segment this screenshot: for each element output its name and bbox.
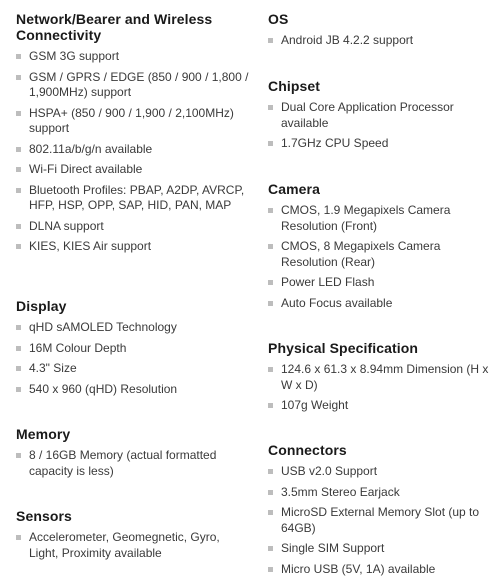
spec-item-text: Single SIM Support: [281, 541, 385, 555]
spec-item-text: CMOS, 1.9 Megapixels Camera Resolution (Front): [281, 203, 451, 233]
section-title-network: Network/Bearer and Wireless Connectivity: [16, 11, 213, 43]
square-bullet-icon: [16, 54, 21, 59]
spec-item: [268, 203, 490, 234]
spec-list: [268, 362, 490, 414]
square-bullet-icon: [268, 490, 273, 495]
spec-item: [16, 448, 252, 479]
spec-item-text: 3.5mm Stereo Earjack: [281, 484, 400, 499]
sensors-section: [16, 508, 252, 566]
spec-item: [16, 320, 252, 336]
section-title-chipset: Chipset: [268, 78, 321, 94]
spec-item: [16, 341, 252, 357]
spec-item: [16, 239, 252, 255]
square-bullet-icon: [16, 325, 21, 330]
section-title-display: Display: [16, 298, 67, 314]
spec-item: [16, 361, 252, 377]
spec-list: [16, 530, 252, 561]
square-bullet-icon: [16, 75, 21, 80]
spec-item: [268, 275, 490, 291]
square-bullet-icon: [16, 535, 21, 540]
square-bullet-icon: [16, 188, 21, 193]
spec-item-text: Android JB 4.2.2 support: [281, 33, 414, 47]
square-bullet-icon: [268, 567, 273, 572]
square-bullet-icon: [16, 453, 21, 458]
spec-item-text: 540 x 960 (qHD) Resolution: [29, 381, 178, 396]
spec-list: [16, 320, 252, 397]
square-bullet-icon: [16, 167, 21, 172]
spec-item: [268, 485, 490, 501]
section-title-sensors: Sensors: [16, 508, 72, 524]
spec-item: [268, 33, 490, 49]
square-bullet-icon: [16, 346, 21, 351]
square-bullet-icon: [268, 403, 273, 408]
memory-section: [16, 426, 252, 484]
square-bullet-icon: [268, 510, 273, 515]
spec-item-text: KIES, KIES Air support: [29, 239, 152, 253]
square-bullet-icon: [268, 208, 273, 213]
display-section: [16, 298, 252, 402]
spec-item-text: Power LED Flash: [281, 275, 375, 289]
spec-list: [268, 464, 490, 577]
spec-item-text: 107g Weight: [281, 398, 349, 412]
spec-item-text: 124.6 x 61.3 x 8.94mm Dimension (H x W x D): [281, 362, 489, 392]
spec-list: [16, 448, 252, 479]
os-section: [268, 11, 490, 54]
square-bullet-icon: [268, 546, 273, 551]
square-bullet-icon: [268, 141, 273, 146]
spec-item-text: DLNA support: [29, 218, 104, 233]
square-bullet-icon: [268, 105, 273, 110]
spec-item-text: 1.7GHz CPU Speed: [281, 136, 389, 150]
square-bullet-icon: [16, 111, 21, 116]
spec-item-text: Bluetooth Profiles: PBAP, A2DP, AVRCP, HFP, HSP, OPP, SAP, HID, PAN, MAP: [29, 182, 245, 212]
square-bullet-icon: [16, 387, 21, 392]
spec-list: [268, 100, 490, 152]
spec-item: [268, 239, 490, 270]
spec-item: [16, 162, 252, 178]
spec-item-text: Wi-Fi Direct available: [29, 162, 143, 176]
connectors-section: [268, 442, 490, 582]
spec-item-text: GSM 3G support: [29, 49, 120, 63]
spec-item: [16, 70, 252, 101]
square-bullet-icon: [268, 280, 273, 285]
spec-item-text: 4.3" Size: [29, 361, 77, 375]
spec-item-text: 802.11a/b/g/n available: [29, 141, 153, 156]
spec-item-text: 8 / 16GB Memory (actual formatted capacity is less): [29, 448, 217, 478]
spec-item-text: MicroSD External Memory Slot (up to 64GB): [281, 505, 480, 535]
spec-item: [268, 100, 490, 131]
square-bullet-icon: [268, 367, 273, 372]
spec-item: [268, 136, 490, 152]
section-title-connectors: Connectors: [268, 442, 347, 458]
network-section: [16, 11, 252, 260]
spec-item: [268, 362, 490, 393]
spec-item: [16, 49, 252, 65]
spec-item-text: 16M Colour Depth: [29, 340, 127, 355]
spec-list: [268, 203, 490, 311]
section-title-memory: Memory: [16, 426, 71, 442]
spec-item: [16, 106, 252, 137]
spec-item: [16, 183, 252, 214]
square-bullet-icon: [16, 147, 21, 152]
section-title-physical: Physical Specification: [268, 340, 419, 356]
spec-item-text: Accelerometer, Geomegnetic, Gyro, Light, Proximity available: [29, 530, 220, 560]
spec-item: [268, 398, 490, 414]
spec-item: [16, 219, 252, 235]
square-bullet-icon: [16, 224, 21, 229]
spec-item: [268, 296, 490, 312]
square-bullet-icon: [16, 366, 21, 371]
spec-item-text: CMOS, 8 Megapixels Camera Resolution (Rear): [281, 239, 441, 269]
spec-item-text: GSM / GPRS / EDGE (850 / 900 / 1,800 / 1,900MHz) support: [29, 69, 249, 99]
spec-item-text: Auto Focus available: [281, 295, 393, 310]
spec-item-text: HSPA+ (850 / 900 / 1,900 / 2,100MHz) support: [29, 105, 234, 135]
spec-item: [16, 382, 252, 398]
square-bullet-icon: [268, 301, 273, 306]
spec-item: [268, 562, 490, 578]
spec-item-text: Micro USB (5V, 1A) available: [281, 561, 436, 576]
spec-item: [268, 505, 490, 536]
chipset-section: [268, 78, 490, 157]
physical-section: [268, 340, 490, 419]
spec-item: [268, 541, 490, 557]
spec-list: [268, 33, 490, 49]
spec-item: [16, 530, 252, 561]
section-title-camera: Camera: [268, 181, 320, 197]
square-bullet-icon: [16, 244, 21, 249]
spec-item-text: qHD sAMOLED Technology: [29, 320, 177, 334]
spec-list: [16, 49, 252, 255]
square-bullet-icon: [268, 469, 273, 474]
square-bullet-icon: [268, 244, 273, 249]
section-title-os: OS: [268, 11, 289, 27]
spec-item: [268, 464, 490, 480]
square-bullet-icon: [268, 38, 273, 43]
spec-item-text: Dual Core Application Processor available: [281, 100, 454, 130]
spec-item-text: USB v2.0 Support: [281, 464, 378, 478]
camera-section: [268, 181, 490, 316]
spec-item: [16, 142, 252, 158]
